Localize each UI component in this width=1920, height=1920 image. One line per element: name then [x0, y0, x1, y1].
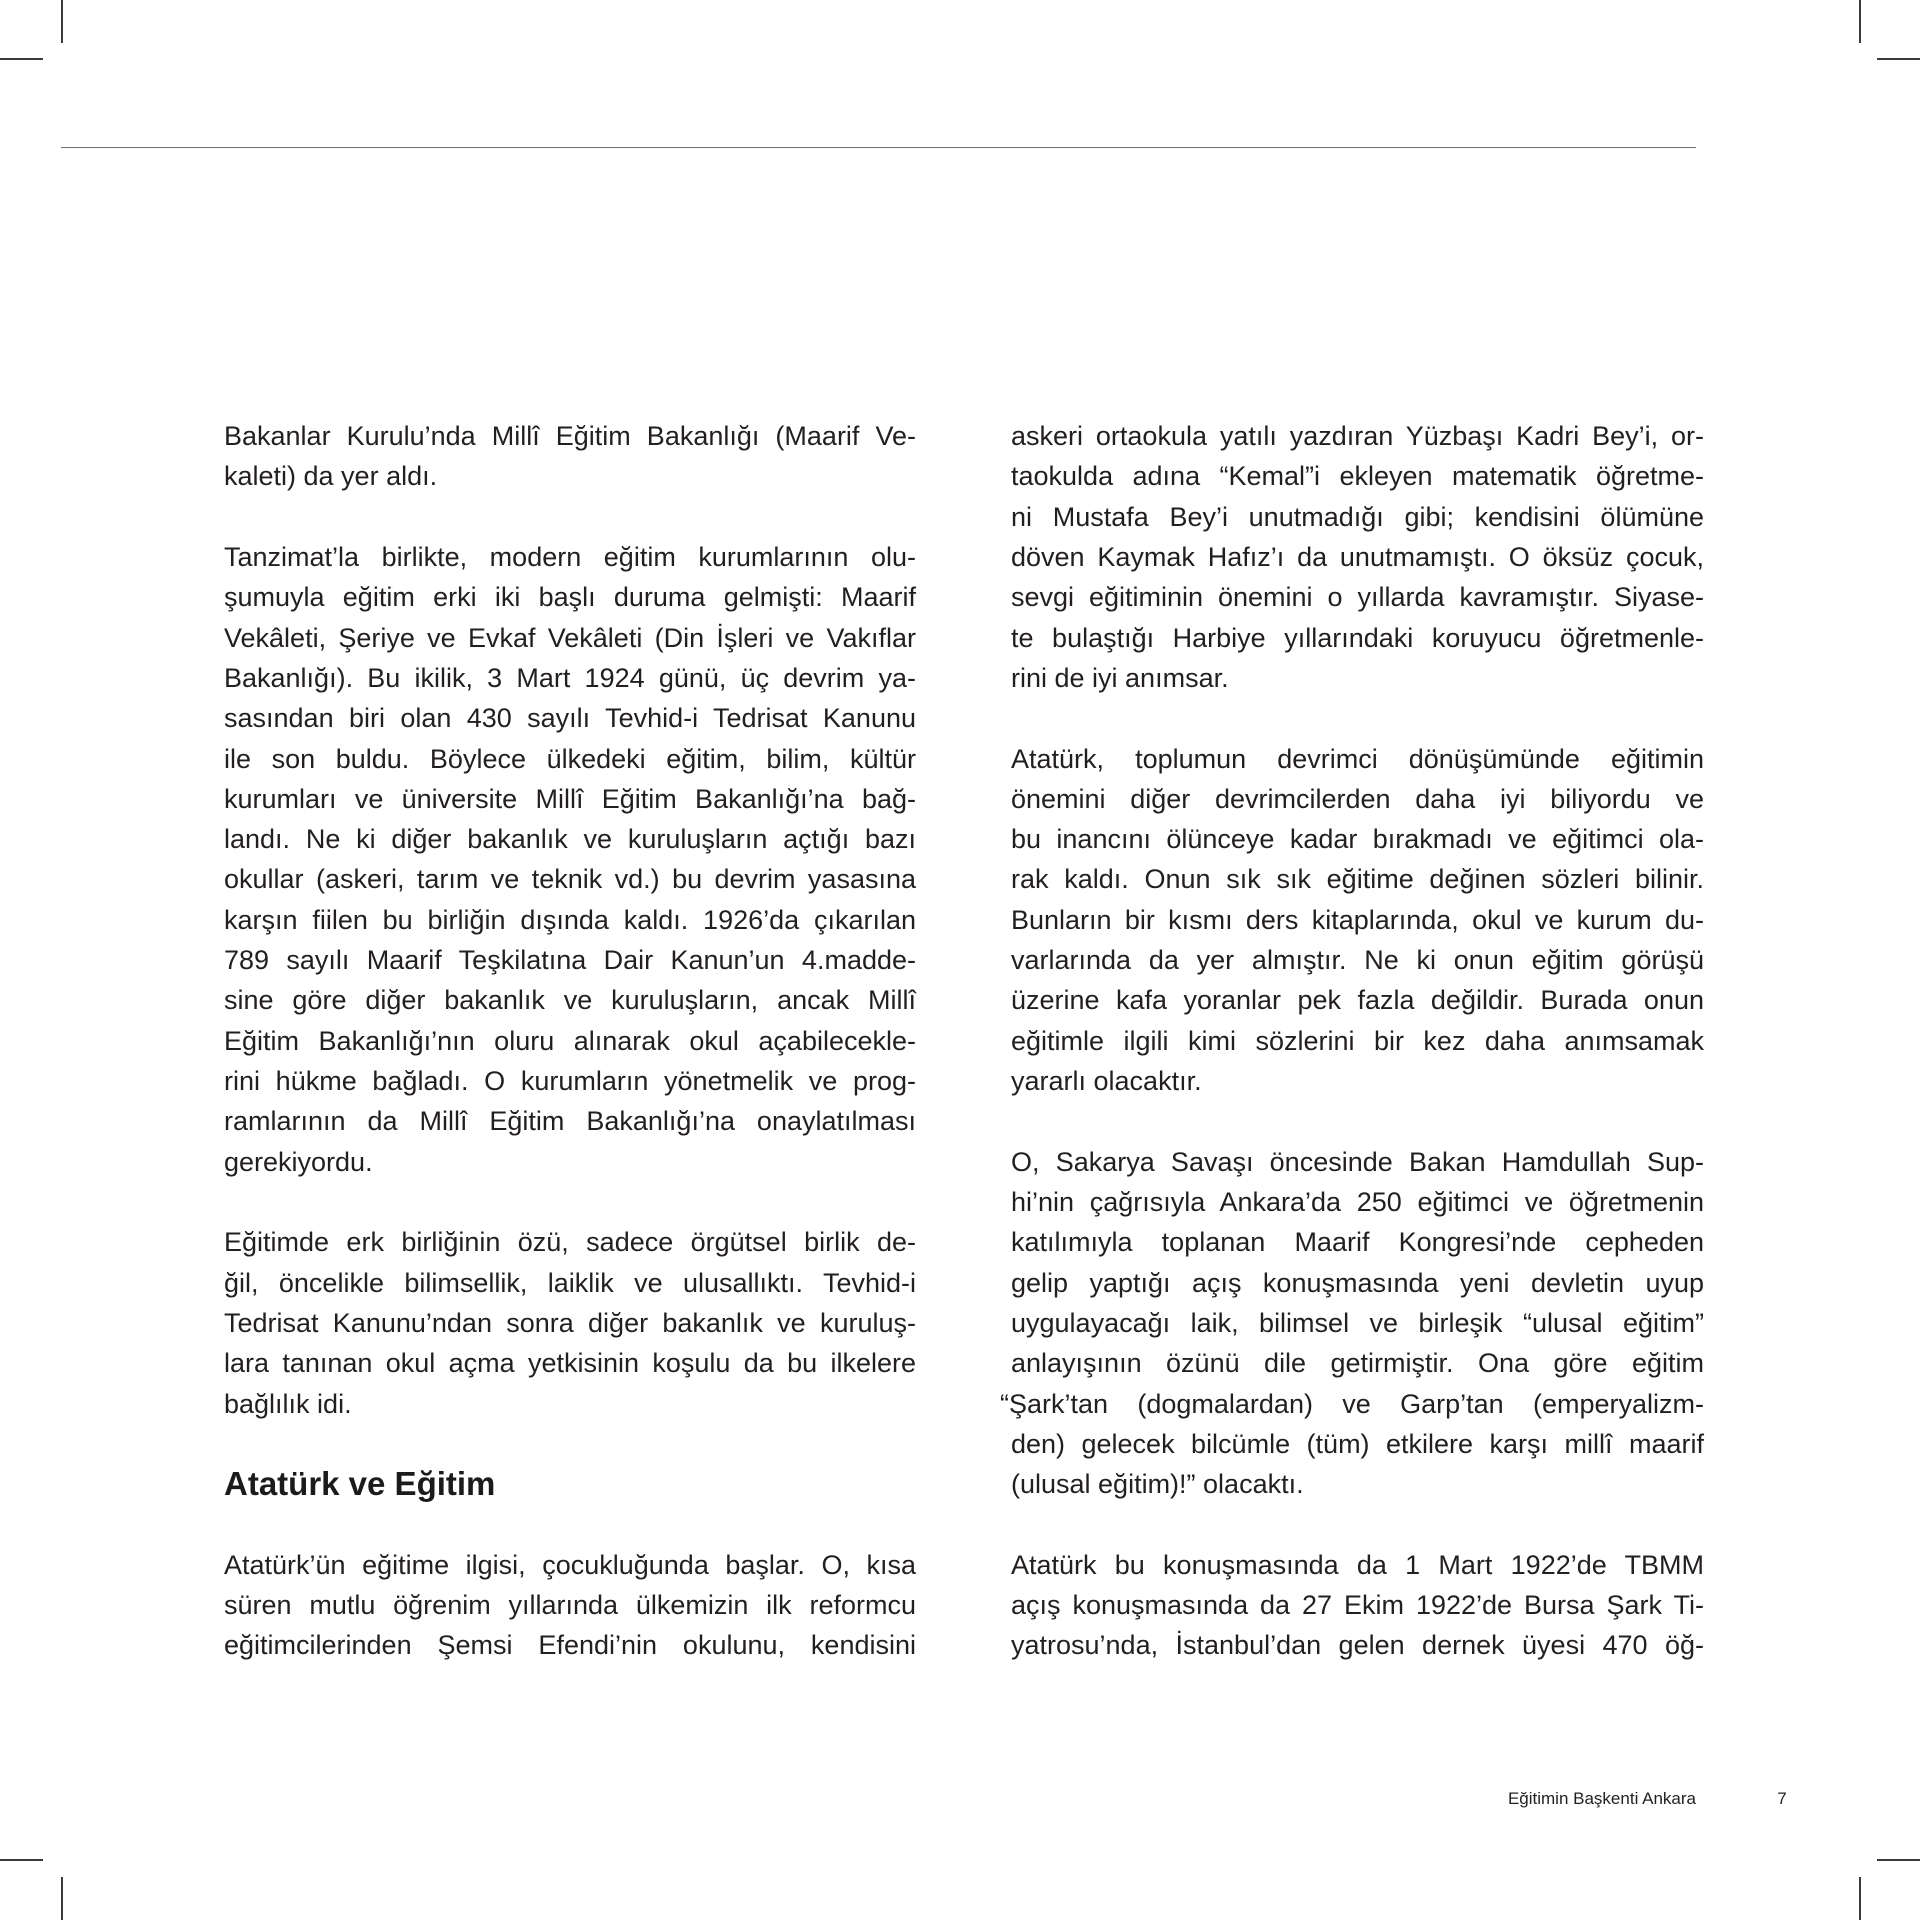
text-line: Tedrisat Kanunu’ndan sonra diğer bakanlık ve kuruluş- [224, 1307, 916, 1338]
text-line: ğil, öncelikle bilimsellik, laiklik ve ulusallıktı. Tevhid-i [224, 1267, 916, 1298]
text-line: kurumları ve üniversite Millî Eğitim Bakanlığı’na bağ- [224, 783, 916, 814]
text-line: hi’nin çağrısıyla Ankara’da 250 eğitimci ve öğretmenin [1011, 1186, 1704, 1217]
text-line: gerekiyordu. [224, 1146, 373, 1177]
paragraph [224, 537, 916, 1182]
paragraph [224, 1222, 916, 1424]
crop-mark-bottom-left-horizontal [0, 1859, 43, 1861]
text-line: ile son buldu. Böylece ülkedeki eğitim, bilim, kültür [224, 743, 916, 774]
crop-mark-top-right-vertical [1859, 0, 1861, 43]
text-line: şumuyla eğitim erki iki başlı duruma gelmişti: Maarif [224, 582, 916, 613]
running-footer-title: Eğitimin Başkenti Ankara [1507, 1789, 1696, 1808]
text-line: sasından biri olan 430 sayılı Tevhid-i Tedrisat Kanunu [224, 703, 916, 734]
text-line: üzerine kafa yoranlar pek fazla değildir. Burada onun [1011, 985, 1704, 1016]
right-text-column [1000, 416, 1704, 1706]
text-line: ni Mustafa Bey’i unutmadığı gibi; kendisini ölümüne [1011, 501, 1704, 532]
crop-mark-top-left-vertical [61, 0, 63, 43]
text-line: yatrosu’nda, İstanbul’dan gelen dernek üyesi 470 öğ- [1011, 1630, 1704, 1661]
text-line: Bunların bir kısmı ders kitaplarında, okul ve kurum du- [1011, 904, 1704, 935]
text-line: Atatürk bu konuşmasında da 1 Mart 1922’de TBMM [1011, 1549, 1704, 1580]
text-line: süren mutlu öğrenim yıllarında ülkemizin ilk reformcu [224, 1590, 916, 1621]
text-line: Atatürk, toplumun devrimci dönüşümünde eğitimin [1011, 743, 1704, 774]
text-line: kaleti) da yer aldı. [224, 461, 438, 492]
text-line: eğitimcilerinden Şemsi Efendi’nin okulunu, kendisini [224, 1630, 916, 1661]
text-line: den) gelecek bilcümle (tüm) etkilere karşı millî maarif [1011, 1428, 1704, 1459]
text-line: sine göre diğer bakanlık ve kuruluşların, ancak Millî [224, 985, 916, 1016]
text-line: Eğitim Bakanlığı’nın oluru alınarak okul açabilecekle- [224, 1025, 916, 1056]
text-line: landı. Ne ki diğer bakanlık ve kuruluşların açtığı bazı [224, 824, 916, 855]
text-line: anlayışının özünü dile getirmiştir. Ona göre eğitim [1011, 1348, 1704, 1379]
text-line: eğitimle ilgili kimi sözlerini bir kez daha anımsamak [1011, 1025, 1704, 1056]
paragraph [1000, 1142, 1704, 1505]
page-number: 7 [1777, 1789, 1787, 1808]
text-line: karşın fiilen bu birliğin dışında kaldı. 1926’da çıkarılan [224, 904, 916, 935]
text-line: açış konuşmasında da 27 Ekim 1922’de Bursa Şark Ti- [1011, 1590, 1704, 1621]
text-line: Eğitimde erk birliğinin özü, sadece örgütsel birlik de- [224, 1227, 916, 1258]
text-line: Bakanlar Kurulu’nda Millî Eğitim Bakanlığı (Maarif Ve- [224, 421, 916, 451]
text-line: bu inancını ölünceye kadar bırakmadı ve eğitimci ola- [1011, 824, 1704, 855]
text-line: taokulda adına “Kemal”i ekleyen matematik öğretme- [1011, 461, 1704, 492]
crop-mark-top-left-horizontal [0, 58, 43, 60]
text-line: okullar (askeri, tarım ve teknik vd.) bu devrim yasasına [224, 864, 916, 895]
crop-mark-bottom-left-vertical [61, 1877, 63, 1920]
text-line: gelip yaptığı açış konuşmasında yeni devletin uyup [1011, 1267, 1704, 1298]
text-line: O, Sakarya Savaşı öncesinde Bakan Hamdullah Sup- [1011, 1146, 1704, 1177]
text-line: rak kaldı. Onun sık sık eğitime değinen sözleri bilinir. [1011, 864, 1704, 895]
paragraph [1011, 416, 1704, 698]
text-line: uygulayacağı laik, bilimsel ve birleşik “ulusal eğitim” [1011, 1307, 1704, 1338]
crop-mark-bottom-right-horizontal [1877, 1859, 1920, 1861]
text-line: katılımıyla toplanan Maarif Kongresi’nde cepheden [1011, 1227, 1704, 1258]
text-line: önemini diğer devrimcilerden daha iyi biliyordu ve [1011, 783, 1704, 814]
left-text-column [224, 416, 916, 1706]
text-line: “Şark’tan (dogmalardan) ve Garp’tan (emperyalizm- [1000, 1388, 1704, 1419]
text-line: rini hükme bağladı. O kurumların yönetmelik ve prog- [224, 1066, 916, 1096]
text-line: Vekâleti, Şeriye ve Evkaf Vekâleti (Din İşleri ve Vakıflar [224, 622, 916, 653]
text-line: varlarında da yer almıştır. Ne ki onun eğitim görüşü [1011, 945, 1704, 976]
section-heading: Atatürk ve Eğitim [224, 1465, 496, 1503]
text-line: Atatürk’ün eğitime ilgisi, çocukluğunda başlar. O, kısa [224, 1549, 916, 1580]
text-line: döven Kaymak Hafız’ı da unutmamıştı. O öksüz çocuk, [1011, 541, 1704, 572]
crop-mark-top-right-horizontal [1877, 58, 1920, 60]
text-line: Bakanlığı). Bu ikilik, 3 Mart 1924 günü, üç devrim ya- [224, 662, 916, 693]
text-line: Tanzimat’la birlikte, modern eğitim kurumlarının olu- [224, 541, 916, 572]
text-line: yararlı olacaktır. [1011, 1066, 1202, 1096]
paragraph [224, 1545, 916, 1666]
paragraph [1011, 1545, 1704, 1666]
paragraph [224, 416, 916, 497]
text-line: rini de iyi anımsar. [1011, 662, 1229, 693]
crop-mark-bottom-right-vertical [1859, 1877, 1861, 1920]
header-rule [61, 147, 1696, 148]
text-line: ramlarının da Millî Eğitim Bakanlığı’na onaylatılması [224, 1106, 916, 1137]
paragraph [1011, 739, 1704, 1102]
text-line: 789 sayılı Maarif Teşkilatına Dair Kanun’un 4.madde- [224, 945, 916, 976]
text-line: (ulusal eğitim)!” olacaktı. [1011, 1469, 1304, 1500]
text-line: sevgi eğitiminin önemini o yıllarda kavramıştır. Siyase- [1011, 582, 1704, 613]
text-line: askeri ortaokula yatılı yazdıran Yüzbaşı Kadri Bey’i, or- [1011, 421, 1704, 451]
text-line: lara tanınan okul açma yetkisinin koşulu da bu ilkelere [224, 1348, 916, 1379]
text-line: te bulaştığı Harbiye yıllarındaki koruyucu öğretmenle- [1011, 622, 1704, 653]
text-line: bağlılık idi. [224, 1388, 352, 1419]
